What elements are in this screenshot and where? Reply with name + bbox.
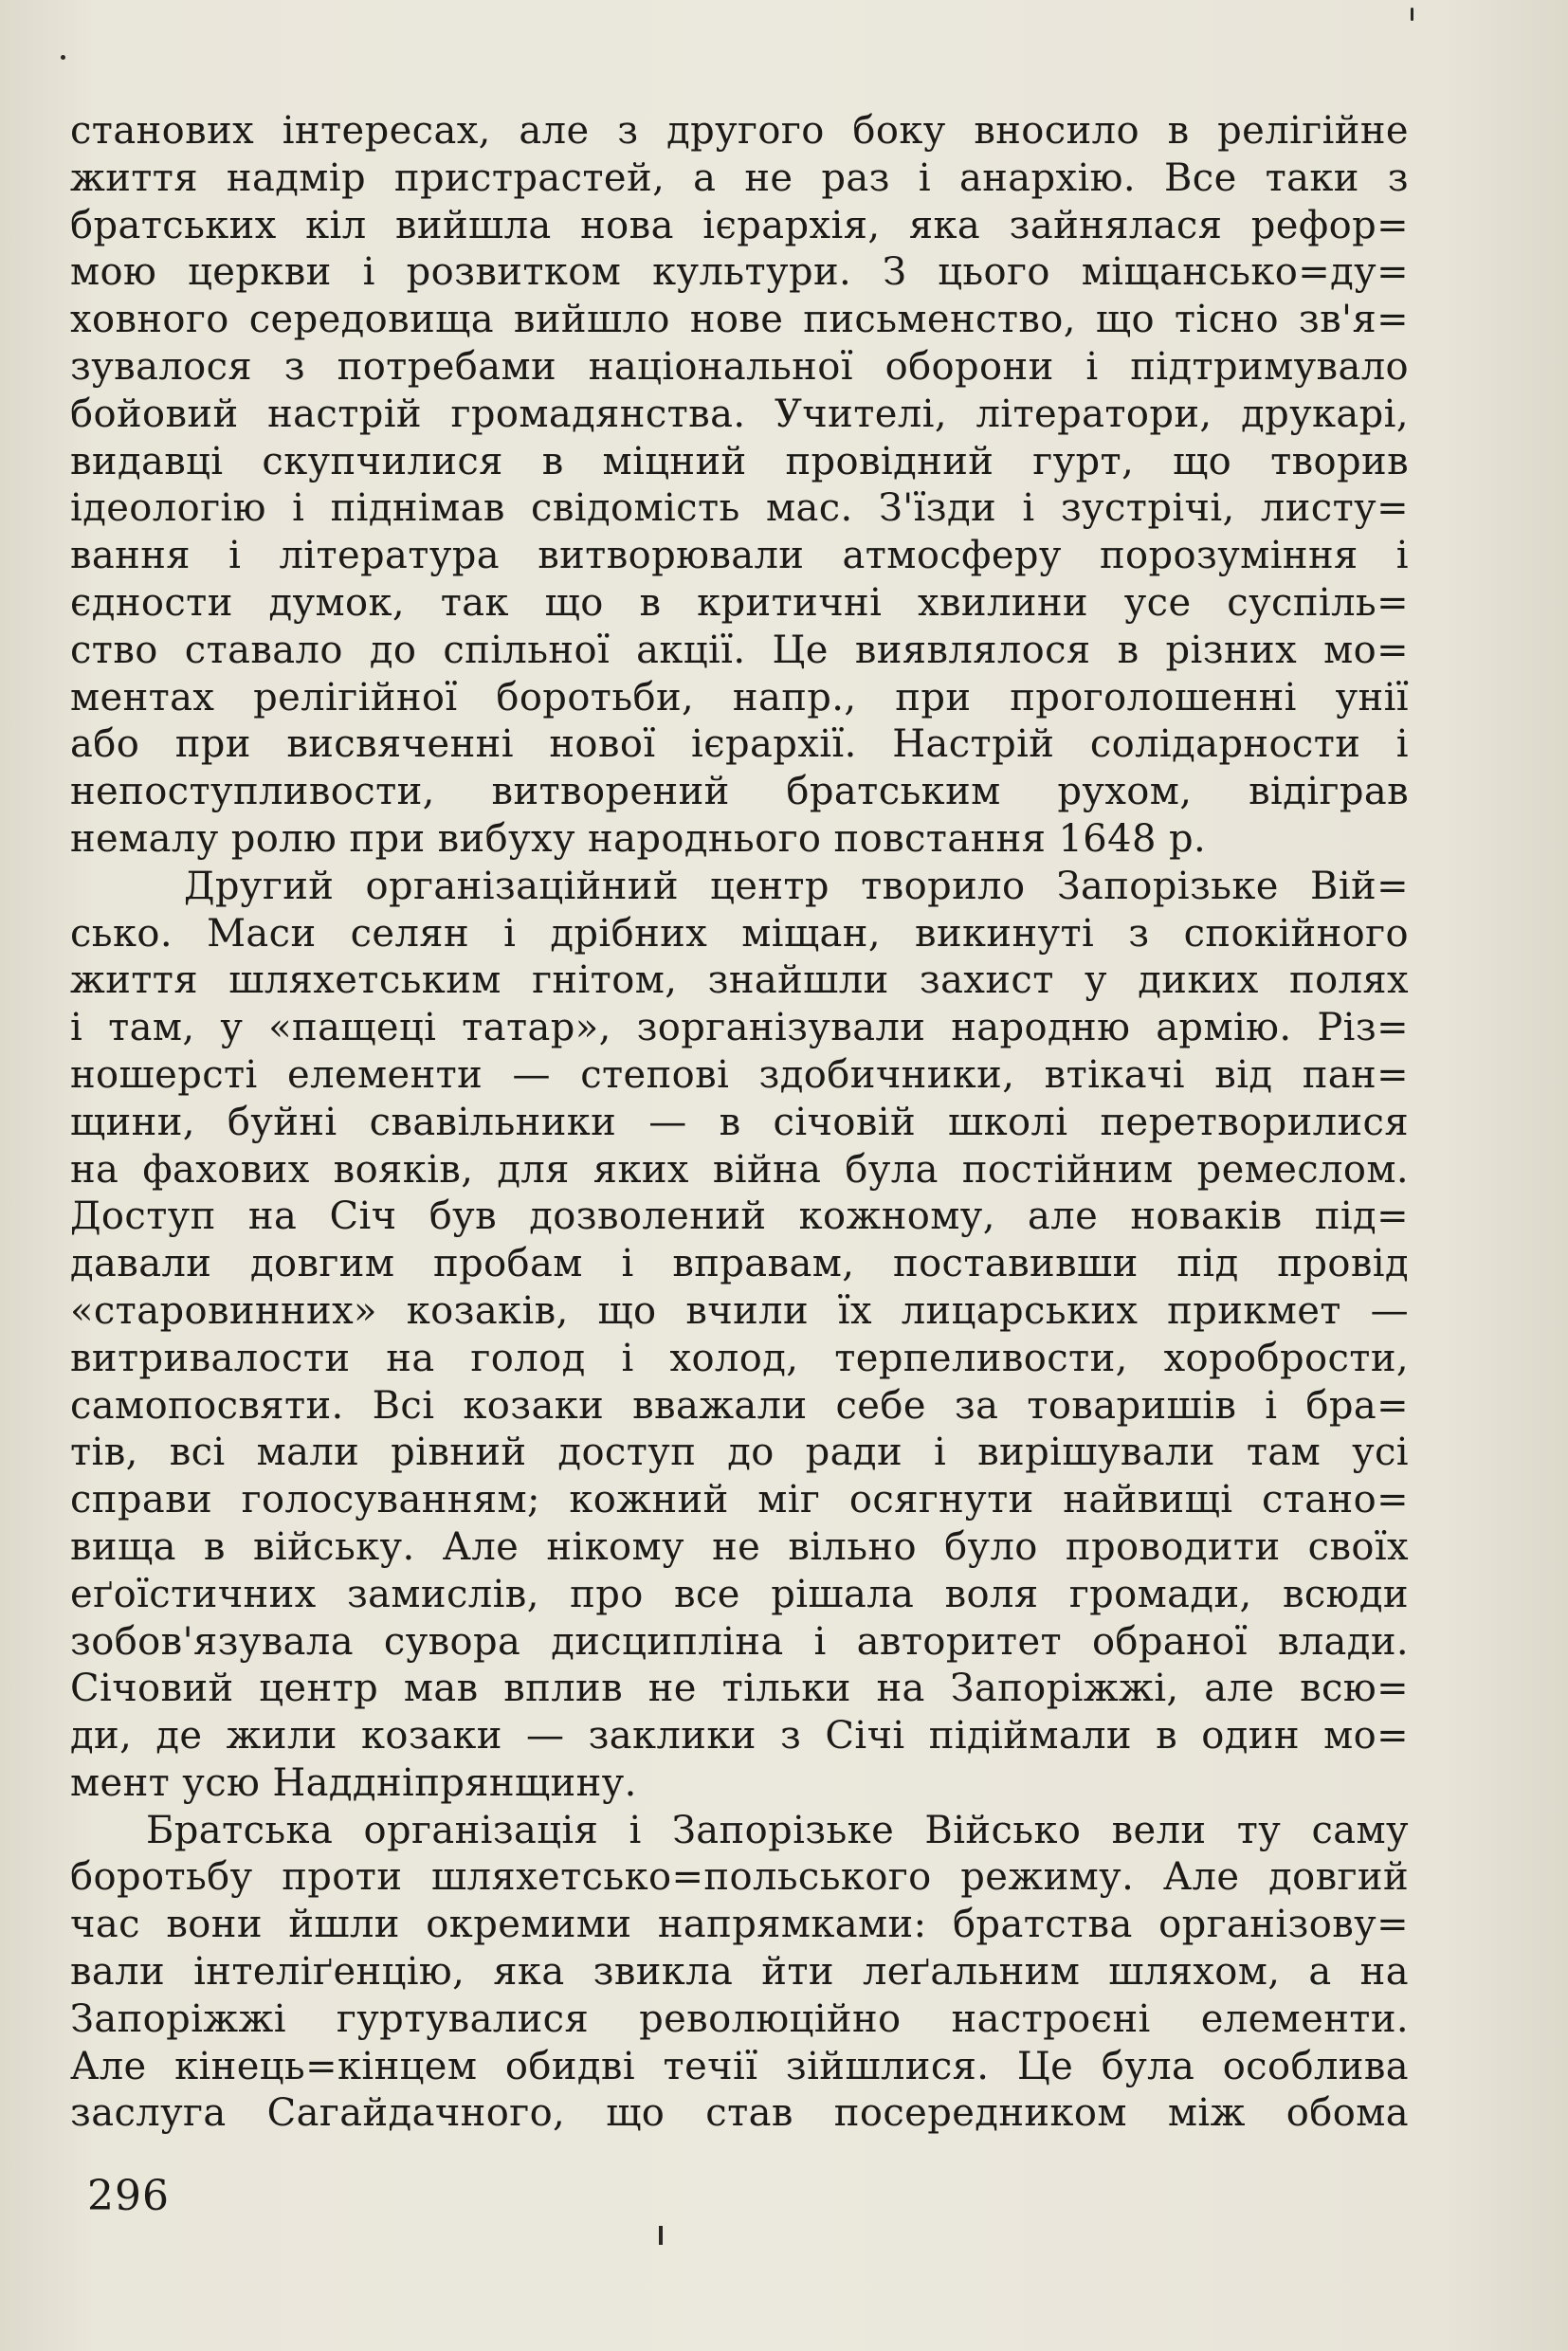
text-line: зобов'язувала сувора дисципліна і авторитет обраної влади.: [70, 1619, 1409, 1664]
text-line: «старовинних» козаків, що вчили їх лицарських прикмет —: [70, 1288, 1409, 1333]
text-line: Братська організація і Запорізьке Військо вели ту саму: [146, 1808, 1409, 1852]
text-line: видавці скупчилися в міцний провідний гурт, що творив: [70, 439, 1409, 483]
paragraph-3: [70, 1808, 1409, 2139]
text-line: час вони йшли окремими напрямками: братства організову=: [70, 1903, 1409, 1947]
text-line: Доступ на Січ був дозволений кожному, але новаків під=: [70, 1194, 1409, 1239]
text-line: бойовий настрій громадянства. Учителі, літератори, друкарі,: [70, 392, 1409, 436]
text-line: вали інтеліґенцію, яка звикла йти леґальним шляхом, а на: [70, 1950, 1409, 1995]
text-line: сько. Маси селян і дрібних міщан, викинуті з спокійного: [70, 911, 1409, 956]
body-text: [70, 108, 1409, 2138]
scan-tick-mark: [659, 2226, 663, 2245]
text-line: еґоїстичних замислів, про все рішала воля громади, всюди: [70, 1572, 1409, 1616]
text-line: братських кіл вийшла нова ієрархія, яка зайнялася рефор=: [70, 203, 1409, 247]
text-line: заслуга Сагайдачного, що став посередником між обома: [70, 2091, 1409, 2136]
scan-speck: [1411, 8, 1413, 21]
text-line: ношерсті елементи — степові здобичники, втікачі від пан=: [70, 1052, 1409, 1097]
text-line: вища в війську. Але нікому не вільно було проводити своїх: [70, 1524, 1409, 1569]
text-line: життя шляхетським гнітом, знайшли захист у диких полях: [70, 958, 1409, 1003]
text-line: вання і література витворювали атмосферу порозуміння і: [70, 534, 1409, 578]
text-line: ховного середовища вийшло нове письменство, що тісно зв'я=: [70, 298, 1409, 342]
paragraph-1: [70, 108, 1409, 864]
text-line: ідеологію і піднімав свідомість мас. З'їзди і зустрічі, листу=: [70, 486, 1409, 531]
text-line: або при висвяченні нової ієрархії. Настрій солідарности і: [70, 722, 1409, 767]
text-line: Другий організаційний центр творило Запорізьке Вій=: [184, 864, 1409, 908]
text-line: витривалости на голод і холод, терпеливости, хоробрости,: [70, 1336, 1409, 1380]
page-number: 296: [87, 2172, 170, 2220]
text-line: Січовий центр мав вплив не тільки на Запоріжжі, але всю=: [70, 1667, 1409, 1711]
text-line: боротьбу проти шляхетсько=польського режиму. Але довгий: [70, 1855, 1409, 1900]
text-line: зувалося з потребами національної оборони і підтримувало: [70, 344, 1409, 389]
text-line: на фахових вояків, для яких війна була постійним ремеслом.: [70, 1147, 1409, 1192]
text-line: ство ставало до спільної акції. Це виявлялося в різних мо=: [70, 628, 1409, 672]
text-line: самопосвяти. Всі козаки вважали себе за товаришів і бра=: [70, 1383, 1409, 1428]
text-line: щини, буйні свавільники — в січовій школі перетворилися: [70, 1100, 1409, 1144]
text-line: Запоріжжі гуртувалися революційно настроєні елементи.: [70, 1996, 1409, 2041]
text-line: ди, де жили козаки — заклики з Січі підіймали в один мо=: [70, 1714, 1409, 1759]
text-line: давали довгим пробам і вправам, поставивши під провід: [70, 1242, 1409, 1286]
text-line: мент усю Наддніпрянщину.: [70, 1760, 637, 1805]
text-line: непоступливости, витворений братським рухом, відіграв: [70, 770, 1409, 814]
text-line: і там, у «пащеці татар», зорганізували народню армію. Різ=: [70, 1006, 1409, 1050]
paragraph-2: [70, 864, 1409, 1808]
text-line: життя надмір пристрастей, а не раз і анархію. Все таки з: [70, 155, 1409, 200]
text-line: ментах релігійної боротьби, напр., при проголошенні унії: [70, 675, 1409, 720]
text-line: немалу ролю при вибуху народнього повстання 1648 р.: [70, 816, 1207, 861]
text-line: станових інтересах, але з другого боку вносило в релігійне: [70, 109, 1409, 153]
text-line: тів, всі мали рівний доступ до ради і вирішували там усі: [70, 1431, 1409, 1475]
scan-speck: [61, 55, 65, 60]
text-line: справи голосуванням; кожний міг осягнути найвищі стано=: [70, 1478, 1409, 1522]
text-line: Але кінець=кінцем обидві течії зійшлися. Це була особлива: [70, 2044, 1409, 2088]
text-line: єдности думок, так що в критичні хвилини усе суспіль=: [70, 580, 1409, 625]
text-line: мою церкви і розвитком культури. З цього міщансько=ду=: [70, 250, 1409, 295]
